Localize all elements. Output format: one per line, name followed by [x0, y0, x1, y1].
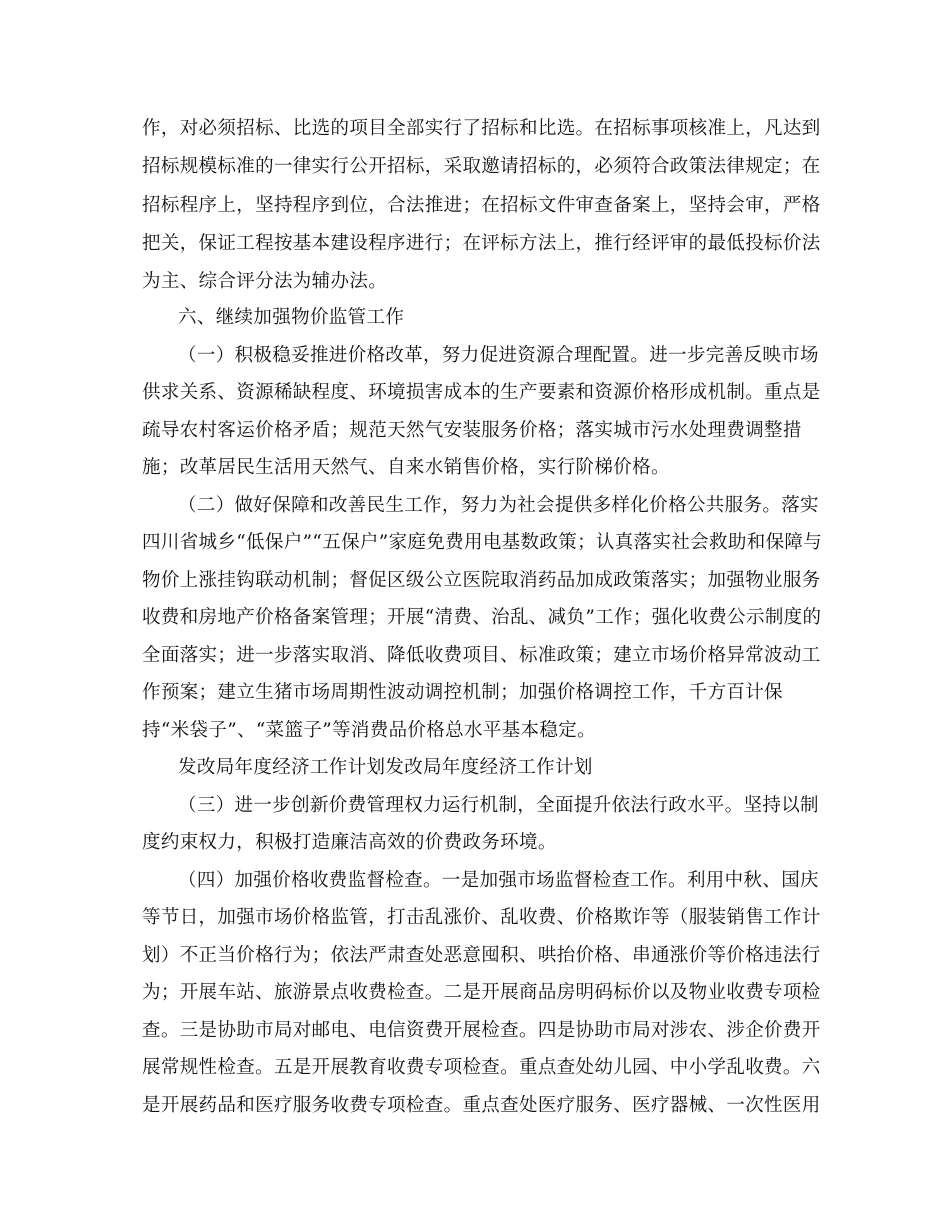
body-text-line: 全面落实；进一步落实取消、降低收费项目、标准政策；建立市场价格异常波动工 — [142, 645, 821, 666]
inline-heading: 发改局年度经济工作计划发改局年度经济工作计划 — [178, 757, 593, 778]
body-text-line: 招标程序上，坚持程序到位，合法推进；在招标文件审查备案上，坚持会审，严格 — [142, 195, 821, 216]
body-text-line: 划）不正当价格行为；依法严肃查处恶意囤积、哄抬价格、串通涨价等价格违法行 — [142, 945, 821, 966]
paragraph-first-line: （一）积极稳妥推进价格改革，努力促进资源合理配置。进一步完善反映市场 — [178, 345, 819, 366]
body-text-line: 展常规性检查。五是开展教育收费专项检查。重点查处幼儿园、中小学乱收费。六 — [142, 1057, 821, 1078]
body-text-line: 四川省城乡“低保户”“五保户”家庭免费用电基数政策；认真落实社会救助和保障与 — [142, 532, 823, 553]
body-text-line: 为；开展车站、旅游景点收费检查。二是开展商品房明码标价以及物业收费专项检 — [142, 982, 821, 1003]
body-text-line: 疏导农村客运价格矛盾；规范天然气安装服务价格；落实城市污水处理费调整措 — [142, 420, 802, 441]
body-text-line: 招标规模标准的一律实行公开招标，采取邀请招标的，必须符合政策法律规定；在 — [142, 156, 821, 177]
body-text-line: 物价上涨挂钩联动机制；督促区级公立医院取消药品加成政策落实；加强物业服务 — [142, 570, 821, 591]
section-heading: 六、继续加强物价监管工作 — [178, 307, 405, 328]
body-text-line: 收费和房地产价格备案管理；开展“清费、治乱、减负”工作；强化收费公示制度的 — [142, 607, 822, 628]
body-text-line: 度约束权力，积极打造廉洁高效的价费政务环境。 — [142, 832, 557, 853]
body-text-line: 为主、综合评分法为辅办法。 — [142, 271, 388, 292]
paragraph-first-line: （四）加强价格收费监督检查。一是加强市场监督检查工作。利用中秋、国庆 — [178, 870, 819, 891]
body-text-line: 施；改革居民生活用天然气、自来水销售价格，实行阶梯价格。 — [142, 457, 670, 478]
paragraph-first-line: （三）进一步创新价费管理权力运行机制，全面提升依法行政水平。坚持以制 — [178, 795, 819, 816]
body-text-line: 持“米袋子”、“菜篮子”等消费品价格总水平基本稳定。 — [142, 720, 596, 741]
paragraph-first-line: （二）做好保障和改善民生工作，努力为社会提供多样化价格公共服务。落实 — [178, 495, 819, 516]
body-text-line: 等节日，加强市场价格监管，打击乱涨价、乱收费、价格欺诈等（服装销售工作计 — [142, 907, 821, 928]
body-text-line: 查。三是协助市局对邮电、电信资费开展检查。四是协助市局对涉农、涉企价费开 — [142, 1020, 821, 1041]
body-text-line: 把关，保证工程按基本建设程序进行；在评标方法上，推行经评审的最低投标价法 — [142, 233, 821, 254]
body-text-line: 作，对必须招标、比选的项目全部实行了招标和比选。在招标事项核准上，凡达到 — [142, 118, 821, 139]
body-text-line: 作预案；建立生猪市场周期性波动调控机制；加强价格调控工作，千方百计保 — [142, 682, 783, 703]
body-text-line: 是开展药品和医疗服务收费专项检查。重点查处医疗服务、医疗器械、一次性医用 — [142, 1095, 821, 1116]
body-text-line: 供求关系、资源稀缺程度、环境损害成本的生产要素和资源价格形成机制。重点是 — [142, 382, 821, 403]
